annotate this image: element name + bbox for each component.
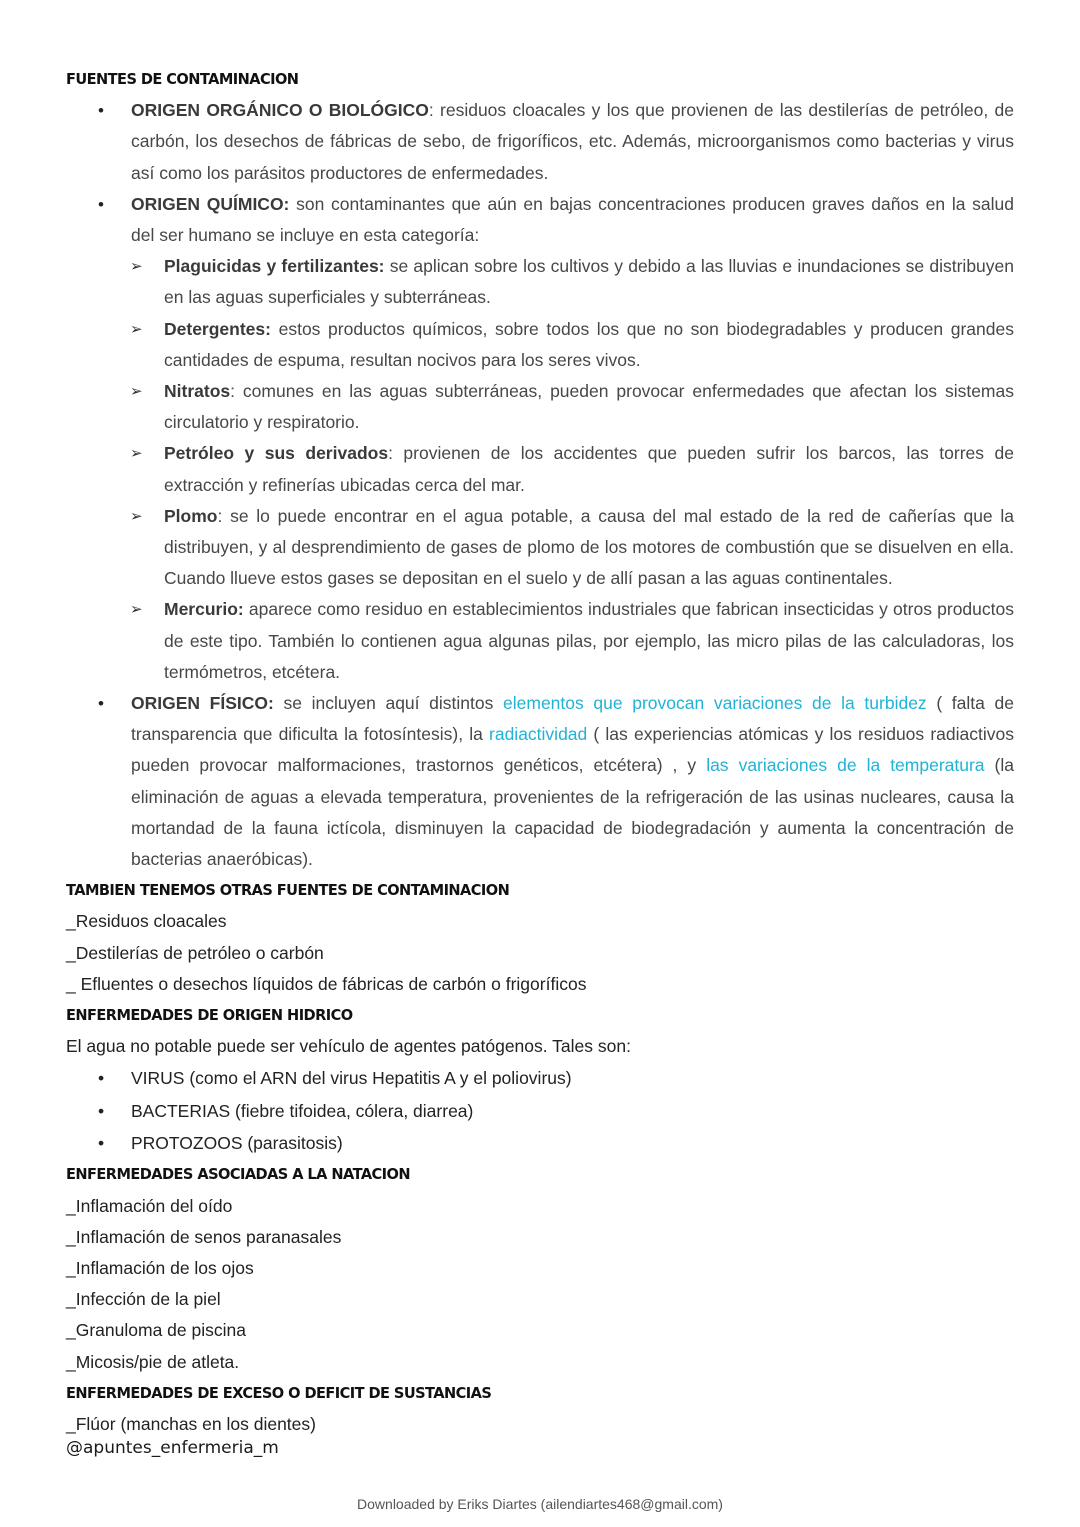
bullet-icon: • xyxy=(98,1068,105,1089)
arrow-bullet-icon: ➢ xyxy=(130,383,143,401)
line-item: _Granuloma de piscina xyxy=(66,1320,246,1341)
bullet-icon: • xyxy=(98,1100,105,1121)
highlight-temperatura: las variaciones de la temperatura xyxy=(706,755,985,776)
item-text: se aplican sobre los cultivos y debido a las lluvias e inundaciones se distribuyen en las aguas superficiales y subterráneas. xyxy=(164,256,1015,308)
item-text: estos productos químicos, sobre todos los que no son biodegradables y producen grandes cantidades de espuma, resultan nocivos para los seres vivos. xyxy=(164,318,1014,370)
term-label: ORIGEN FÍSICO: xyxy=(131,693,274,714)
line-item: _Destilerías de petróleo o carbón xyxy=(66,942,324,963)
highlight-radiactividad: radiactividad xyxy=(489,724,588,745)
item-text: : comunes en las aguas subterráneas, pueden provocar enfermedades que afectan los sistemas circulatorio y respiratorio. xyxy=(164,381,1014,433)
term-label: Petróleo y sus derivados xyxy=(164,443,389,464)
arrow-bullet-icon: ➢ xyxy=(130,445,143,463)
line-item: _Micosis/pie de atleta. xyxy=(66,1351,240,1372)
arrow-bullet-icon: ➢ xyxy=(130,507,143,525)
intro-text: El agua no potable puede ser vehículo de agentes patógenos. Tales son: xyxy=(66,1036,631,1057)
line-item: _Flúor (manchas en los dientes) xyxy=(66,1413,316,1434)
item-text: ( falta de transparencia que dificulta la fotosíntesis), la xyxy=(131,693,1014,745)
item-text: se incluyen aquí distintos xyxy=(273,693,504,714)
sublist-item-mercurio xyxy=(66,594,1014,688)
sublist-item-nitratos xyxy=(66,376,1014,438)
document-page xyxy=(66,64,1014,1460)
section-title-origen-hidrico: ENFERMEDADES DE ORIGEN HIDRICO xyxy=(66,1006,353,1025)
item-text: : provienen de los accidentes que pueden sufrir los barcos, las torres de extracción y refinerías ubicadas cerca del mar. xyxy=(164,443,1014,495)
arrow-bullet-icon: ➢ xyxy=(130,601,143,619)
item-text: (la eliminación de aguas a elevada temperatura, provenientes de la refrigeración de las usinas nucleares, causa la mortandad de la fauna ictícola, disminuyen la capacidad de biodegradación y aumenta la concentración de bacterias anaeróbicas). xyxy=(131,755,1015,870)
term-label: Nitratos xyxy=(164,381,231,402)
line-item: _Infección de la piel xyxy=(66,1289,221,1310)
item-text: : se lo puede encontrar en el agua potable, a causa del mal estado de la red de cañerías que la distribuyen, y al desprendimiento de gases de plomo de los motores de combustión que se disuelven en ella. Cuando llueve estos gases se depositan en el suelo y de allí pasan a las aguas continentales. xyxy=(164,505,1014,589)
line-item: _Inflamación del oído xyxy=(66,1195,233,1216)
highlight-turbidez: elementos que provocan variaciones de la turbidez xyxy=(503,693,927,714)
bullet-icon: • xyxy=(98,194,104,214)
item-text: ( las experiencias atómicas y los residuos radiactivos pueden provocar malformaciones, trastornos genéticos, etcétera) , y xyxy=(131,724,1014,776)
item-text: : residuos cloacales y los que provienen de las destilerías de petróleo, de carbón, los desechos de fábricas de sebo, de frigoríficos, etc. Además, microorganismos como bacterias y virus así como los parásitos productores de enfermedades. xyxy=(131,100,1014,183)
item-text: VIRUS (como el ARN del virus Hepatitis A y el poliovirus) xyxy=(131,1068,572,1089)
line-item: _Residuos cloacales xyxy=(66,911,227,932)
term-label: Mercurio: xyxy=(164,599,244,620)
term-label: Detergentes: xyxy=(164,318,271,339)
item-text: son contaminantes que aún en bajas concentraciones producen graves daños en la salud del ser humano se incluye en esta categoría: xyxy=(131,193,1014,245)
bullet-icon: • xyxy=(98,1133,105,1154)
term-label: Plomo xyxy=(164,505,218,526)
list-item-origen-fisico xyxy=(66,688,1014,875)
bullet-icon: • xyxy=(98,694,104,714)
item-text: BACTERIAS (fiebre tifoidea, cólera, diarrea) xyxy=(131,1100,474,1121)
section-title-natacion: ENFERMEDADES ASOCIADAS A LA NATACION xyxy=(66,1165,410,1184)
list-item xyxy=(66,1127,1014,1159)
list-item xyxy=(66,1062,1014,1094)
list-item-origen-quimico xyxy=(66,189,1014,251)
line-item: _Inflamación de los ojos xyxy=(66,1257,254,1278)
section-title-sustancias: ENFERMEDADES DE EXCESO O DEFICIT DE SUSTANCIAS xyxy=(66,1383,492,1402)
sublist-item-plomo xyxy=(66,501,1014,595)
line-item: _ Efluentes o desechos líquidos de fábricas de carbón o frigoríficos xyxy=(66,973,587,994)
term-label: ORIGEN QUÍMICO: xyxy=(131,193,290,214)
sublist-item-plaguicidas xyxy=(66,251,1014,313)
list-item xyxy=(66,1095,1014,1127)
download-footer: Downloaded by Eriks Diartes (ailendiartes468@gmail.com) xyxy=(357,1496,723,1512)
item-text: aparece como residuo en establecimientos industriales que fabrican insecticidas y otros productos de este tipo. También lo contienen agua algunas pilas, por ejemplo, las micro pilas de las calculadoras, los termómetros, etcétera. xyxy=(164,599,1014,682)
section-title-otras-fuentes: TAMBIEN TENEMOS OTRAS FUENTES DE CONTAMINACION xyxy=(66,881,510,900)
arrow-bullet-icon: ➢ xyxy=(130,258,143,276)
term-label: ORIGEN ORGÁNICO O BIOLÓGICO xyxy=(131,100,429,121)
section-title-fuentes: FUENTES DE CONTAMINACION xyxy=(66,70,299,88)
line-item: _Inflamación de senos paranasales xyxy=(66,1226,342,1247)
bullet-icon: • xyxy=(98,101,104,121)
term-label: Plaguicidas y fertilizantes: xyxy=(164,256,385,277)
item-text: PROTOZOOS (parasitosis) xyxy=(131,1133,343,1154)
author-handle: @apuntes_enfermeria_m xyxy=(66,1438,279,1459)
arrow-bullet-icon: ➢ xyxy=(130,320,143,338)
list-item-origen-organico xyxy=(66,95,1014,189)
sublist-item-detergentes xyxy=(66,314,1014,376)
sublist-item-petroleo xyxy=(66,438,1014,500)
